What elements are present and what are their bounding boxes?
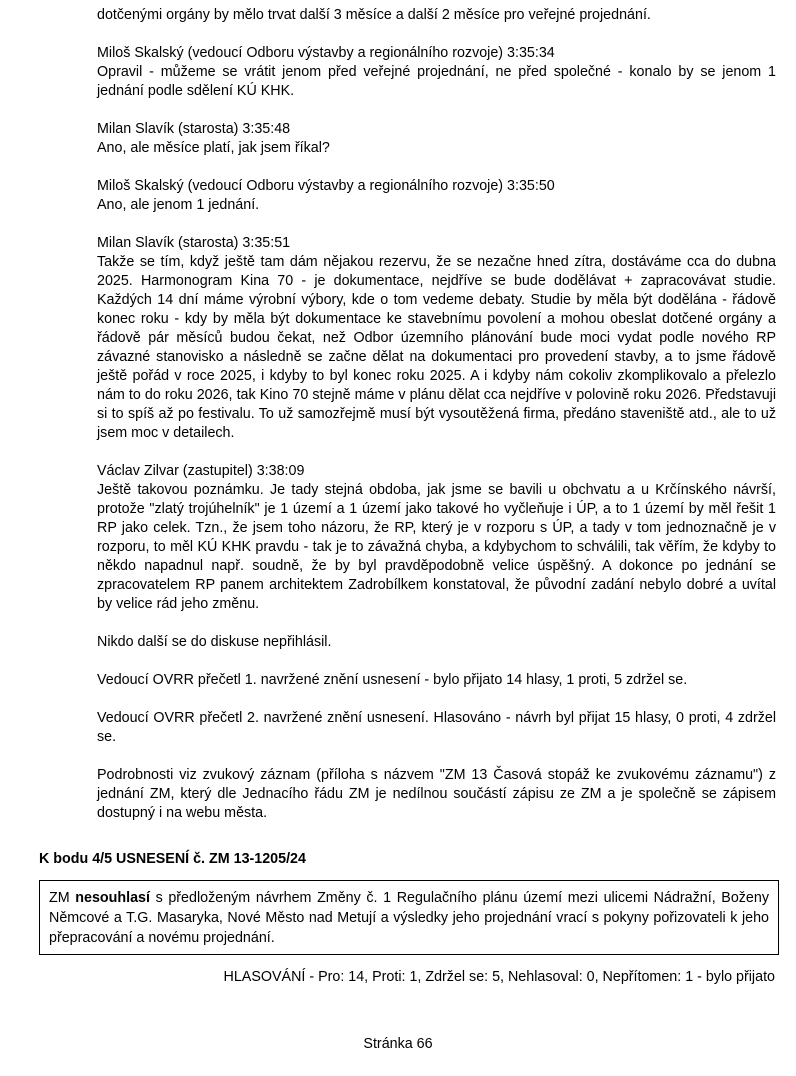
vote-result: HLASOVÁNÍ - Pro: 14, Proti: 1, Zdržel se: 5, Nehlasoval: 0, Nepřítomen: 1 - bylo přijato xyxy=(223,969,775,985)
speech-entry xyxy=(97,462,776,614)
speech-entry xyxy=(97,234,776,443)
continuation-text: dotčenými orgány by mělo trvat další 3 měsíce a další 2 měsíce pro veřejné projednání. xyxy=(97,7,651,23)
speaker-line: Miloš Skalský (vedoucí Odboru výstavby a regionálního rozvoje) 3:35:34 xyxy=(97,45,555,61)
speaker-line: Milan Slavík (starosta) 3:35:51 xyxy=(97,235,291,251)
discussion-note: Nikdo další se do diskuse nepřihlásil. xyxy=(97,634,332,650)
speech-text: Opravil - můžeme se vrátit jenom před veřejné projednání, ne před společné - konalo by se jenom 1 jednání podle sdělení KÚ KHK. xyxy=(97,64,776,99)
resolution-box xyxy=(39,880,779,955)
resolution-prefix: ZM xyxy=(49,890,76,906)
speech-text: Takže se tím, když ještě tam dám nějakou rezervu, že se nezačne hned zítra, dostáváme cca do dubna 2025. Harmonogram Kina 70 - je dokumentace, nejdříve se bude dodělávat + zapracovávat studie. Každých 14 dní máme výrobní výbory, kde o tom vedeme debaty. Studie by měla být dodělána - řádově konec roku - kdy by měla být dokumentace ke stavebnímu povolení a mohou obeslat dotčené orgány a řádově pár měsíců budou čekat, než Odbor územního plánování bude moci vydat podle nového RP závazné stanovisko a následně se začne dělat na dokumentaci pro provedení stavby, a to jsme řádově ještě pořád v roce 2025, i kdyby to byl konec roku 2025. A i kdyby nám cokoliv zkomplikovalo a přelezlo nám to do roku 2026, tak Kino 70 stejně máme v plánu dělat cca nejdříve v polovině roku 2026. Představuji si to spíš až po festivalu. To už samozřejmě musí být vysoutěžená firma, předáno staveniště atd., ale to už jsem moc v detailech. xyxy=(97,254,776,441)
speech-text: Ano, ale měsíce platí, jak jsem říkal? xyxy=(97,140,330,156)
speaker-line: Milan Slavík (starosta) 3:35:48 xyxy=(97,121,291,137)
speech-entry xyxy=(97,120,776,158)
speaker-line: Václav Zilvar (zastupitel) 3:38:09 xyxy=(97,463,305,479)
speech-text: Ano, ale jenom 1 jednání. xyxy=(97,197,260,213)
speech-text: Ještě takovou poznámku. Je tady stejná obdoba, jak jsme se bavili u obchvatu a u Krčínského návrší, protože "zlatý trojúhelník" je 1 území a 1 území jako takové ho vyčleňuje i ÚP, a to 1 území by měl řešit 1 RP jako celek. Tzn., že jsem toho názoru, že RP, který je v rozporu s ÚP, a tady v tom jednoznačně je v rozporu, to měl KÚ KHK pravdu - tak je to závažná chyba, a kdybychom to schválili, tak věřím, že kdyby to někdo napadnul např. soudně, že by byl pravděpodobně velice úspěšný. A dokonce po jednání se zpracovatelem RP panem architektem Zadrobílkem konstatoval, že původní zadání nebylo dobré a uvítal by velice rád jeho změnu. xyxy=(97,482,776,612)
recording-note: Podrobnosti viz zvukový záznam (příloha s názvem "ZM 13 Časová stopáž ke zvukovému záznamu") z jednání ZM, který dle Jednacího řádu ZM je nedílnou součástí zápisu ze ZM a je společně se zápisem dostupný i na webu města. xyxy=(97,767,776,821)
speech-entry xyxy=(97,177,776,215)
vote-note-2: Vedoucí OVRR přečetl 2. navržené znění usnesení. Hlasováno - návrh byl přijat 15 hlasy, 0 proti, 4 zdržel se. xyxy=(97,710,776,745)
speech-entry xyxy=(97,44,776,101)
vote-note-1: Vedoucí OVRR přečetl 1. navržené znění usnesení - bylo přijato 14 hlasy, 1 proti, 5 zdržel se. xyxy=(97,672,688,688)
resolution-keyword: nesouhlasí xyxy=(75,890,150,906)
resolution-text: s předloženým návrhem Změny č. 1 Regulačního plánu území mezi ulicemi Nádražní, Boženy Němcové a T.G. Masaryka, Nové Město nad Metují a výsledky jeho projednání vrací s pokyny pořizovateli k jeho přepracování a novému projednání. xyxy=(49,890,769,946)
speaker-line: Miloš Skalský (vedoucí Odboru výstavby a regionálního rozvoje) 3:35:50 xyxy=(97,178,555,194)
transcript-body xyxy=(97,6,776,823)
resolution-heading: K bodu 4/5 USNESENÍ č. ZM 13-1205/24 xyxy=(39,851,306,867)
page-number: Stránka 66 xyxy=(363,1036,433,1052)
